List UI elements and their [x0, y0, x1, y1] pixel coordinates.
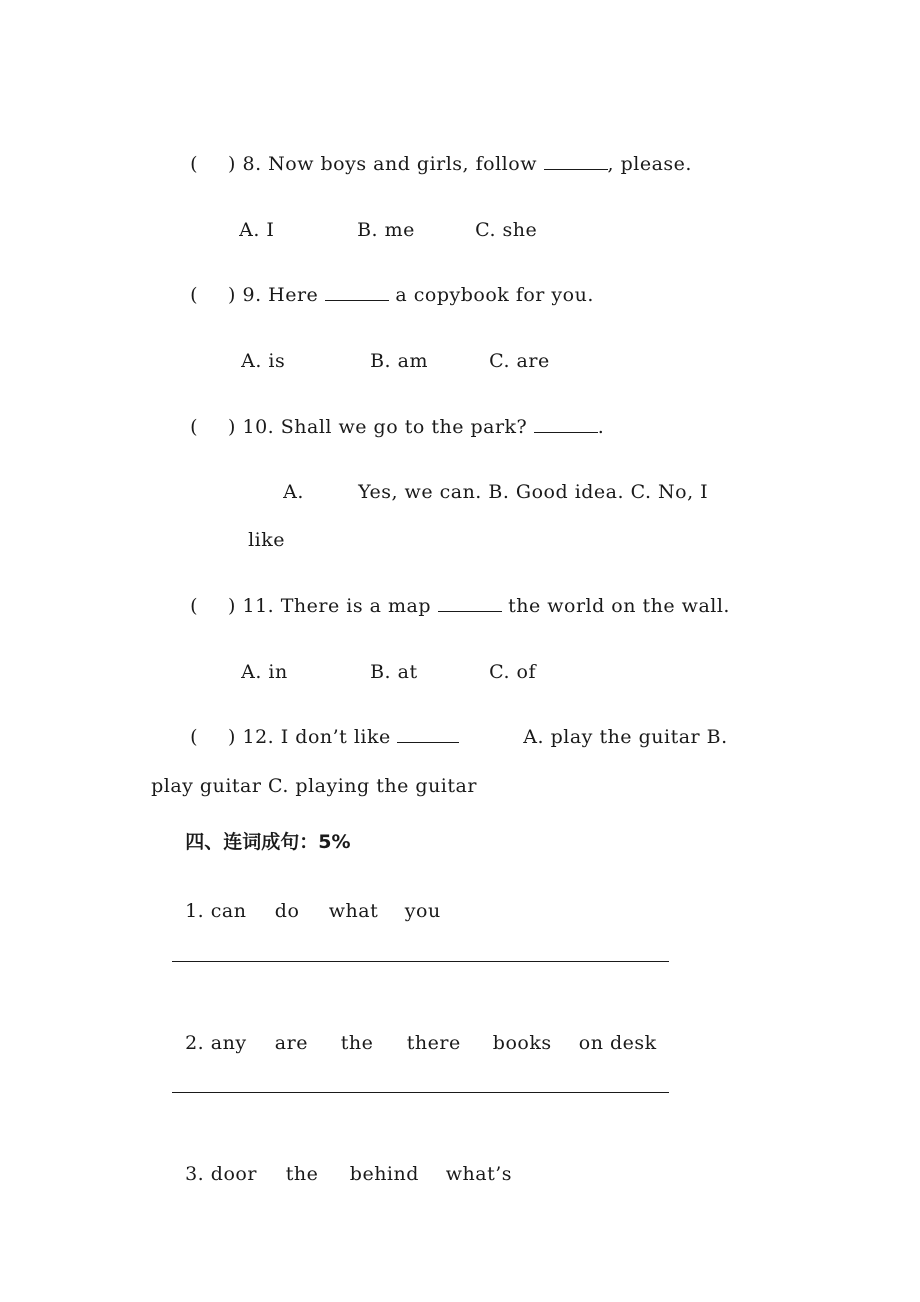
question-10-options — [270, 456, 708, 504]
options-text: Yes, we can. B. Good idea. C. No, I — [358, 481, 709, 503]
word: any — [210, 1032, 247, 1054]
question-10-text-end: . — [597, 416, 605, 438]
word: do — [274, 900, 300, 922]
question-12 — [177, 701, 728, 749]
fill-blank[interactable] — [544, 153, 608, 170]
answer-paren-open: ( — [190, 284, 199, 306]
question-10-text: 10. Shall we go to the park? — [242, 416, 534, 438]
option-a-label: A. — [283, 481, 304, 503]
question-11-text-end: the world on the wall. — [501, 595, 730, 617]
question-9-text-end: a copybook for you. — [388, 284, 594, 306]
question-10-options-cont — [235, 504, 285, 552]
word: the — [285, 1163, 319, 1185]
section-heading — [172, 806, 351, 854]
word-order-item-1 — [172, 875, 441, 923]
question-12-text: 12. I don’t like — [242, 726, 398, 748]
word-order-item-3 — [172, 1138, 512, 1186]
question-11 — [177, 570, 730, 618]
item-number: 1. — [185, 900, 205, 922]
option-a: A. I — [239, 219, 275, 241]
question-11-options — [228, 636, 536, 684]
word: can — [210, 900, 247, 922]
item-number: 3. — [185, 1163, 205, 1185]
word: on desk — [578, 1032, 657, 1054]
question-8 — [177, 128, 692, 176]
fill-blank[interactable] — [325, 284, 389, 301]
answer-paren-close: ) — [228, 726, 236, 748]
word: you — [404, 900, 441, 922]
option-b: B. am — [370, 350, 428, 372]
option-c: C. of — [489, 661, 537, 683]
word: books — [492, 1032, 552, 1054]
answer-paren-close: ) — [228, 153, 236, 175]
question-11-text: 11. There is a map — [242, 595, 438, 617]
answer-line-1[interactable] — [172, 961, 669, 962]
question-10 — [177, 391, 604, 439]
option-b: B. me — [357, 219, 415, 241]
fill-blank[interactable] — [534, 416, 598, 433]
option-a: A. is — [241, 350, 286, 372]
question-9-options — [228, 325, 550, 373]
question-8-text: 8. Now boys and girls, follow — [242, 153, 544, 175]
word-order-item-2 — [172, 1007, 657, 1055]
answer-paren-open: ( — [190, 416, 199, 438]
options-continuation: play guitar C. playing the guitar — [151, 775, 477, 797]
option-c: C. she — [475, 219, 538, 241]
answer-paren-close: ) — [228, 416, 236, 438]
answer-paren-close: ) — [228, 284, 236, 306]
word: the — [340, 1032, 374, 1054]
word: there — [406, 1032, 461, 1054]
question-9 — [177, 259, 594, 307]
question-12-options: A. play the guitar B. — [523, 726, 728, 748]
word: what’s — [445, 1163, 513, 1185]
item-number: 2. — [185, 1032, 205, 1054]
question-9-text: 9. Here — [242, 284, 325, 306]
question-8-text-end: , please. — [607, 153, 692, 175]
option-b: B. at — [370, 661, 418, 683]
option-c: C. are — [489, 350, 550, 372]
answer-paren-close: ) — [228, 595, 236, 617]
answer-paren-open: ( — [190, 595, 199, 617]
section-4-title: 四、连词成句：5% — [185, 831, 351, 853]
fill-blank[interactable] — [397, 726, 459, 743]
option-a: A. in — [241, 661, 288, 683]
answer-paren-open: ( — [190, 726, 199, 748]
word: behind — [349, 1163, 419, 1185]
answer-paren-open: ( — [190, 153, 199, 175]
options-continuation: like — [248, 529, 286, 551]
answer-line-2[interactable] — [172, 1092, 669, 1093]
word: are — [274, 1032, 308, 1054]
word: what — [328, 900, 379, 922]
fill-blank[interactable] — [438, 595, 502, 612]
question-12-continuation — [138, 750, 477, 798]
question-8-options — [226, 194, 537, 242]
word: door — [210, 1163, 257, 1185]
